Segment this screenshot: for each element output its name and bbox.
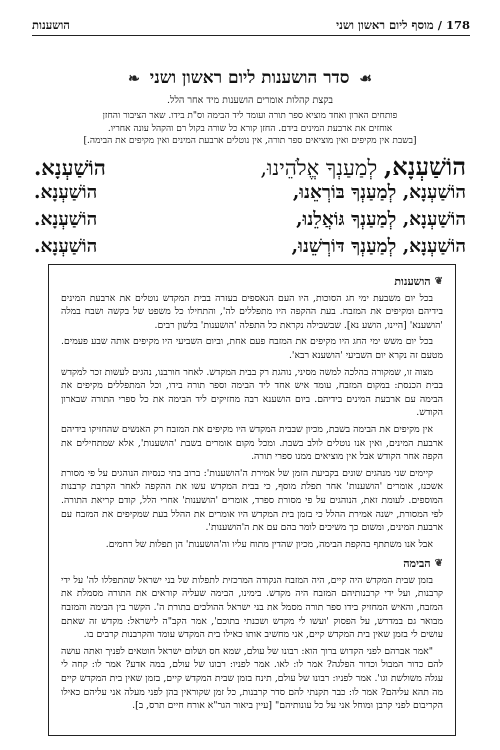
- commentary-section-heading: [61, 557, 443, 571]
- verse-row: [34, 236, 466, 263]
- commentary-paragraph: אין מקיפים את הבימה בשבת, מכיון שבבית המקדש היו מקיפים את המזבח רק האנשים שהחזיקו בידיהם ארבעת המינים, ואין אנו נוטלים לולב בשבת. ומכל מקום אומרים בשבת 'הושענות', אלא שמתחילים את הקפה אחר הקודש אבל אין מוציאים ממנו ספרי תורה.: [61, 423, 443, 463]
- commentary-paragraph: בכל יום משש ימי החג היו מקיפים את המזבח פעם אחת, וביום השביעי היו מקיפים אותה שבע פעמים. מטעם זה נקרא יום השביעי 'הושענא רבא'.: [61, 336, 443, 361]
- section-title: הושענות: [394, 275, 431, 288]
- verse-response: הוֹשַׁעְנָא.: [34, 209, 98, 230]
- commentary-section-heading: [61, 275, 443, 289]
- verse-row: [34, 182, 466, 209]
- commentary-paragraph: "אמר אברהם לפני הקדוש ברוך הוא: רבונו של עולם, שמא חס ושלום ישראל חוטאים לפניך ואתה עושה להם כדור המבול וכדור הפלגה? אמר לו: לאו. אמר לפניו: רבונו של עולם, במה אדע? אמר לו: קחה לי עגלה משולשת וגו'. אמר לפניו: רבונו של עולם, תינח בזמן שבית המקדש קיים, בזמן שאין בית המקדש קיים מה תהא עליהם? אמר לו: כבר תקנתי להם סדר קרבנות, כל זמן שקוראין בהן לפני מעלה אני עליהם כאילו הקריבום לפני קרבן ומוחל אני על כל עונותיהם" [עיין ביאור הגר"א אורח חיים תרס, ב].: [61, 645, 443, 712]
- running-header: [32, 14, 470, 36]
- header-section-label: מוסף ליום ראשון ושני: [336, 18, 434, 32]
- section-title: הבימה: [403, 557, 431, 571]
- page-title-block: [90, 68, 410, 88]
- instruction-line: [בשבת אין מקיפים ואין מוציאים ספר תורה, אין נוטלים ארבעת המינים ואין מקיפים את הבימה.]: [83, 136, 417, 146]
- verse-response: הוֹשַׁעְנָא.: [34, 155, 106, 180]
- instruction-line: פותחים הארון ואחד מוציא ספר תורה ועומד ליד הבימה וס"ת בידו. שאר הציבור והחזן: [102, 111, 398, 121]
- commentary-paragraph: אבל אנו משתתף בהקפת הבימה, מכיון שהדין מתוח עליו וה'הושענות' הן תפלות של רחמים.: [105, 538, 433, 550]
- commentary-paragraph: בכל יום משבעת ימי חג הסוכות, היו העם הנאספים בעזרה בבית המקדש נוטלים את ארבעת המינים בידיהם ומקיפים את המזבח. בעת ההקפה היו מתפללים לה', והתחילו כל משפט של בקשה ושבח במלה 'הושענא' [היינו, הושע נא]. שבשבילה נקראת כל התפלה 'הושענות' בלשון רבים.: [61, 292, 443, 331]
- commentary-paragraph: מצוה זו, שמקורה בהלכה למשה מסיני, נוהגת רק בבית המקדש. לאחר חורבנו, נהגים לעשות זכר למקדש בבית הכנסת: במקום המזבח, עומד איש אחד ליד הבימה וספר תורה בידו, וכל המתפללים מקיפים את הבימה עם ארבעת המינים בידיהם. ביום הושענא רבה מחזיקים ליד הבימה את כל ספרי התורה שבארון הקודש.: [61, 366, 443, 419]
- commentary-paragraph: קיימים שני מנהגים שונים בקביעת הזמן של אמירת ה'הושענות': ברוב בתי כנסיות הנוהגים על פי מסורת אשכנז, אומרים 'הושענות' אחר תפלת מוסף, כי בבית המקדש עשו את ההקפה לאחר הקרבת קרבנות המוספים. לעומת זאת, הנוהגים על פי מסורת ספרד, אומרים 'הושענות' אחרי הלל, קודם קריאת התורה. לפי המסורת, ישנה אמירת ההלל כי בזמן בית המקדש היו אומרים את ההלל בעת שמקיפים את המזבח עם ארבעת המינים, ומשום כך משיכים לומר בהם עם את ה'הושענות'.: [61, 467, 443, 534]
- leaf-ornament-icon: ❦: [434, 558, 443, 570]
- ornament-left-icon: ❧: [128, 71, 140, 87]
- header-page-info: [336, 18, 470, 32]
- verse-text: הוֹשַׁעְנָא, לְמַעַנְךָ דּוֹרְשֵׁנוּ,: [291, 236, 466, 257]
- verses: [34, 152, 466, 263]
- verse-text: לְמַעַנְךָ אֱלֹהֵינוּ,: [260, 156, 378, 180]
- verse-row: [34, 209, 466, 236]
- ornament-right-icon: ☙: [359, 71, 372, 87]
- instructions: [40, 110, 460, 148]
- header-separator: /: [433, 18, 442, 32]
- verse-text: הוֹשַׁעְנָא, לְמַעַנְךָ גּוֹאֲלֵנוּ,: [296, 209, 466, 230]
- page-number: 178: [445, 18, 470, 32]
- verse-response: הוֹשַׁעְנָא.: [34, 182, 98, 203]
- verse-row: [34, 152, 466, 182]
- verse-text: הוֹשַׁעְנָא, לְמַעַנְךָ בּוֹרְאֵנוּ,: [292, 182, 466, 203]
- commentary-box: [48, 264, 456, 736]
- page-title: סדר הושענות ליום ראשון ושני: [149, 68, 350, 88]
- verse-main: [260, 152, 466, 182]
- leaf-ornament-icon: ❦: [434, 276, 443, 287]
- verse-response: הוֹשַׁעְנָא.: [34, 236, 98, 257]
- commentary-paragraph: בזמן שבית המקדש היה קיים, היה המזבח הנקודה המרכזית לתפלות של בני ישראל שהתפללו לה' על ידי קרבנות, ועל ידי קרבנותיהם המזבח היה מקדש. בימינו, הבימה שעליה קוראים את התורה מסמלת את המזבח, והאיש המחזיק בידו ספר תורה מסמל את בני ישראל ההולכים בתורת ה'. הקשר בין הבימה והמזבח מבואר גם במדרש, על הפסוק 'ועשו לי מקדש ושכנתי בתוכם', אמר הקב"ה לישראל: מקדש זה שאתם עושים לי בזמן שאין בית המקדש קיים, אני מחשיב אותו כאילו בית המקדש עומד והקרבנות קרבים בו.: [61, 574, 443, 641]
- subtitle: בקצת קהלות אומרים הושענות מיד אחר הלל.: [167, 95, 333, 106]
- verse-first-word: הוֹשַׁעְנָא,: [383, 152, 466, 181]
- instruction-line: אוחזים את ארבעת המינים בידם. החזן קורא כל שורה בקול רם והקהל עונה אחריו.: [107, 123, 393, 134]
- header-right-label: הושענות: [32, 18, 70, 32]
